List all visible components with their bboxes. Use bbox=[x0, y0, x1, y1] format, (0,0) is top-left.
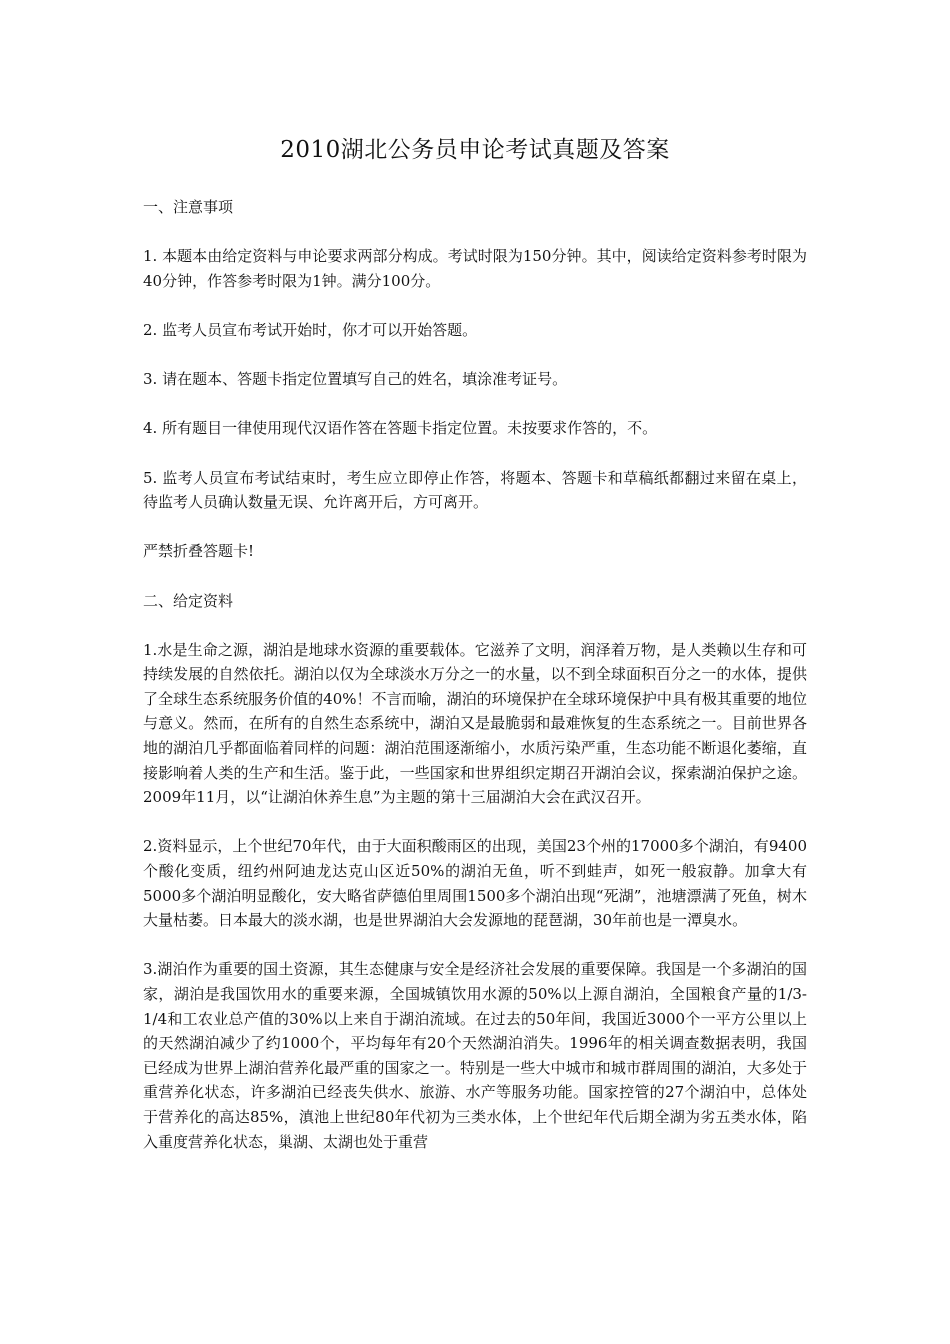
document-title: 2010湖北公务员申论考试真题及答案 bbox=[280, 137, 670, 163]
note-item: 4. 所有题目一律使用现代汉语作答在答题卡指定位置。未按要求作答的，不。 bbox=[143, 419, 658, 438]
note-item: 1. 本题本由给定资料与申论要求两部分构成。考试时限为150分钟。其中，阅读给定资料参考时限为40分钟，作答参考时限为1钟。满分100分。 bbox=[143, 247, 807, 290]
section-heading-notes: 一、注意事项 bbox=[143, 198, 234, 216]
note-item: 5. 监考人员宣布考试结束时，考生应立即停止作答，将题本、答题卡和草稿纸都翻过来留在桌上，待监考人员确认数量无误、允许离开后，方可离开。 bbox=[143, 468, 807, 512]
section-heading-materials: 二、给定资料 bbox=[143, 591, 234, 610]
material-paragraph: 3.湖泊作为重要的国土资源，其生态健康与安全是经济社会发展的重要保障。我国是一个多湖泊的国家，湖泊是我国饮用水的重要来源，全国城镇饮用水源的50%以上源自湖泊，全国粮食产量的1/3-1/4和工农业总产值的30%以上来自于湖泊流域。在过去的50年间，我国近3000个一平方公里以上的天然湖泊减少了约1000个，平均每年有20个天然湖泊消失。1996年的相关调查数据表明，我国已经成为世界上湖泊营养化最严重的国家之一。特别是一些大中城市和城市群周围的湖泊，大多处于重营养化状态，许多湖泊已经丧失供水、旅游、水产等服务功能。国家控管的27个湖泊中，总体处于营养化的高达85%，滇池上世纪80年代初为三类水体，上个世纪年代后期全湖为劣五类水体，陷入重度营养化状态，巢湖、太湖也处于重营 bbox=[143, 960, 807, 1151]
warning-text: 严禁折叠答题卡! bbox=[143, 542, 255, 561]
document-page bbox=[143, 128, 807, 1179]
note-item: 2. 监考人员宣布考试开始时，你才可以开始答题。 bbox=[143, 320, 478, 339]
note-item: 3. 请在题本、答题卡指定位置填写自己的姓名，填涂准考证号。 bbox=[143, 370, 568, 389]
material-paragraph: 1.水是生命之源，湖泊是地球水资源的重要载体。它滋养了文明，润泽着万物，是人类赖以生存和可持续发展的自然依托。湖泊以仅为全球淡水万分之一的水量，以不到全球面积百分之一的水体，提供了全球生态系统服务价值的40%！不言而喻，湖泊的环境保护在全球环境保护中具有极其重要的地位与意义。然而，在所有的自然生态系统中，湖泊又是最脆弱和最难恢复的生态系统之一。目前世界各地的湖泊几乎都面临着同样的问题：湖泊范围逐渐缩小，水质污染严重，生态功能不断退化萎缩，直接影响着人类的生产和生活。鉴于此，一些国家和世界组织定期召开湖泊会议，探索湖泊保护之途。2009年11月，以“让湖泊休养生息”为主题的第十三届湖泊大会在武汉召开。 bbox=[143, 640, 807, 807]
material-paragraph: 2.资料显示，上个世纪70年代，由于大面积酸雨区的出现，美国23个州的17000多个湖泊，有9400个酸化变质，纽约州阿迪龙达克山区近50%的湖泊无鱼，听不到蛙声，如死一般寂静。加拿大有5000多个湖泊明显酸化，安大略省萨德伯里周围1500多个湖泊出现“死湖”，池塘漂满了死鱼，树木大量枯萎。日本最大的淡水湖，也是世界湖泊大会发源地的琵琶湖，30年前也是一潭臭水。 bbox=[143, 837, 807, 930]
